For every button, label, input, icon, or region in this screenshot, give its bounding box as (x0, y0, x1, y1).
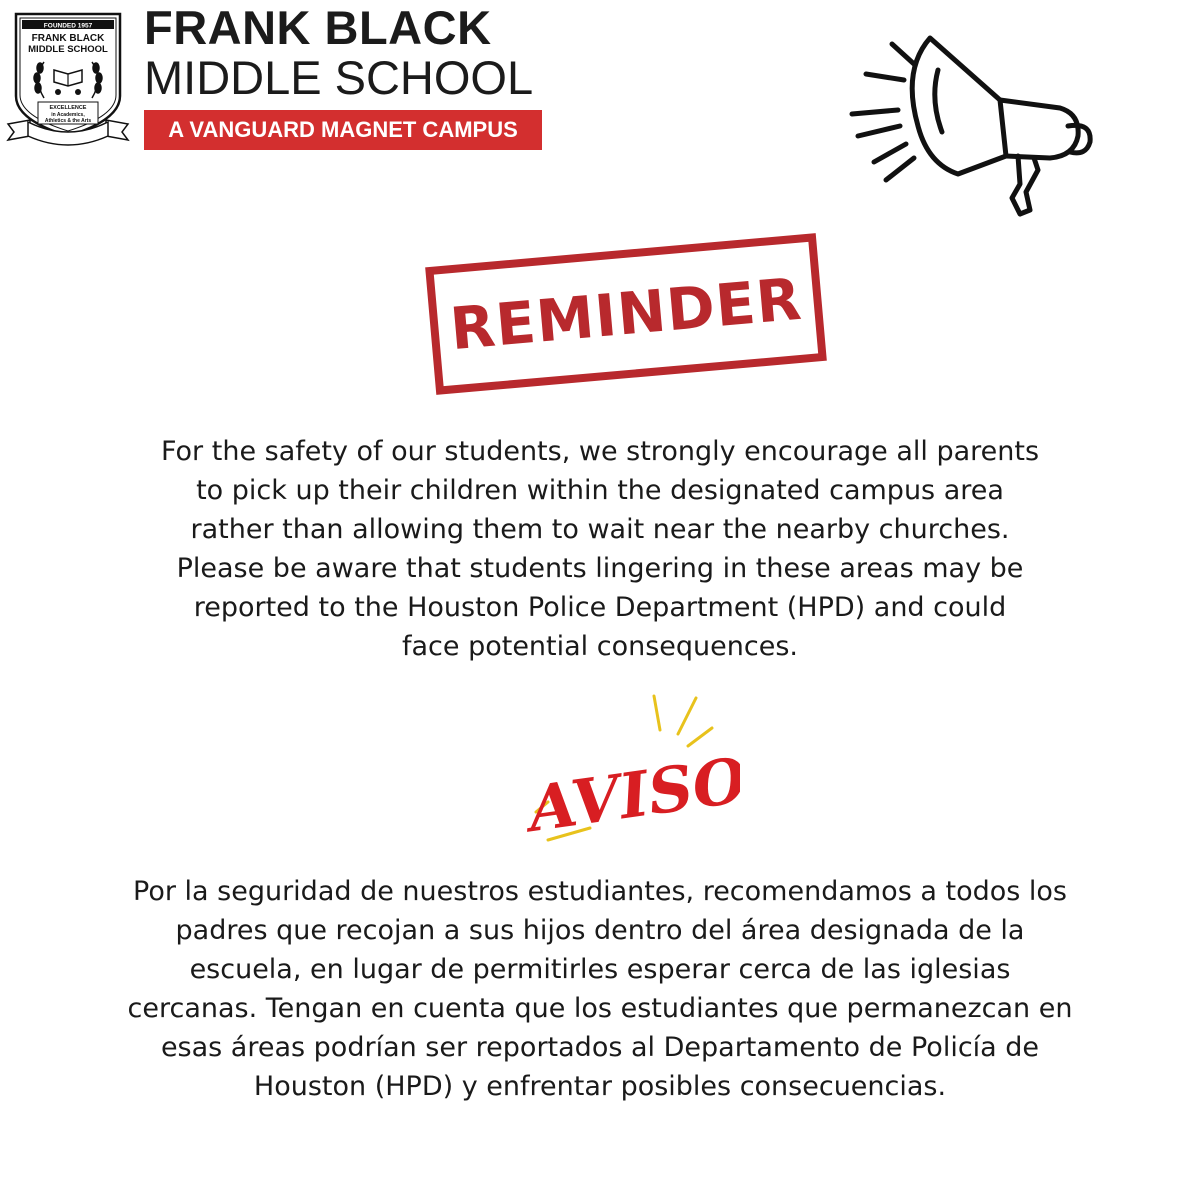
aviso-label: AVISO (523, 743, 740, 847)
crest-name-line1: FRANK BLACK (31, 33, 105, 44)
megaphone-icon (842, 30, 1102, 220)
crest-motto-line1: in Academics, (51, 112, 85, 118)
athlete-icon (55, 89, 61, 95)
aviso-graphic (520, 688, 740, 858)
reminder-stamp (425, 233, 827, 395)
crest-motto-line2: Athletics & the Arts (44, 118, 92, 124)
school-name-line2: MIDDLE SCHOOL (144, 51, 534, 104)
english-notice: For the safety of our students, we strongly encourage all parents to pick up their children within the designated campus area rather than allowing them to wait near the nearby churches. Please be aware that students lingering in these areas may be reported to the Houston Police Department (HPD) and could face potential consequences. (160, 436, 1040, 662)
reminder-label: REMINDER (447, 264, 805, 364)
campus-banner: A VANGUARD MAGNET CAMPUS (144, 110, 542, 150)
palette-icon (75, 89, 81, 95)
spanish-notice: Por la seguridad de nuestros estudiantes, recomendamos a todos los padres que recojan a sus hijos dentro del área designada de la escuela, en lugar de permitirles esperar cerca de las iglesias cercanas. Tengan en cuenta que los estudiantes que permanezcan en esas áreas podrían ser reportados al Departamento de Policía de Houston (HPD) y enfrentar posibles consecuencias. (127, 876, 1073, 1102)
crest-motto-heading: EXCELLENCE (49, 105, 87, 111)
school-crest (4, 8, 132, 148)
school-wordmark (144, 1, 544, 150)
crest-name-line2: MIDDLE SCHOOL (28, 44, 108, 55)
school-name-line1: FRANK BLACK (144, 1, 492, 54)
crest-founded: FOUNDED 1957 (43, 22, 93, 30)
